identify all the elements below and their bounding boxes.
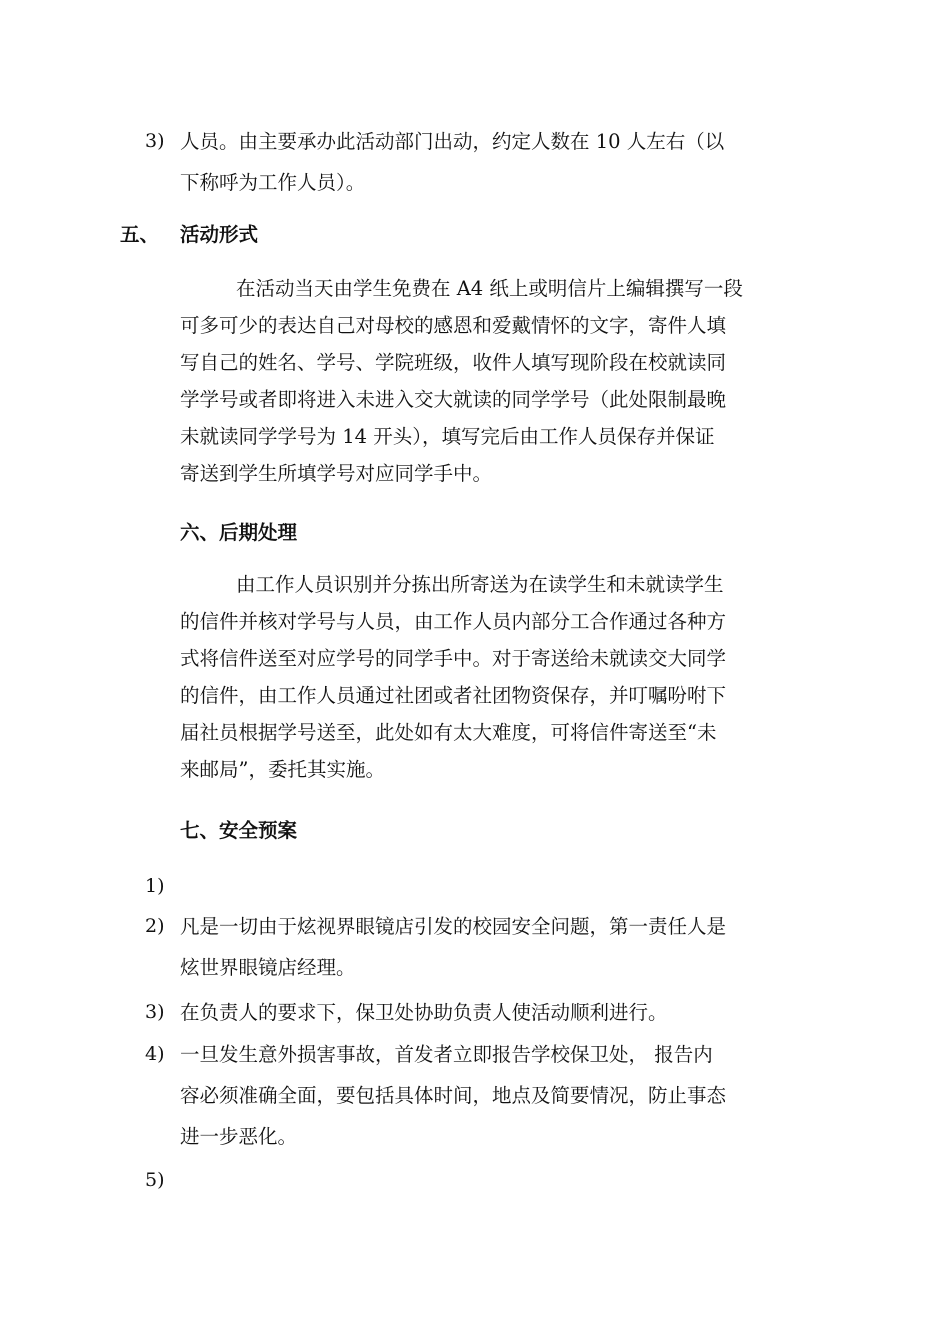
text-line: 寄送到学生所填学号对应同学手中。 (180, 462, 493, 485)
text-line: 容必须准确全面，要包括具体时间，地点及简要情况，防止事态 (180, 1084, 727, 1107)
list-number: 3) (145, 130, 165, 152)
text-line: 的信件，由工作人员通过社团或者社团物资保存，并叮嘱吩咐下 (180, 684, 727, 707)
text-line: 在负责人的要求下，保卫处协助负责人使活动顺利进行。 (180, 1001, 668, 1024)
text-line: 届社员根据学号送至，此处如有太大难度，可将信件寄送至“未 (180, 721, 717, 744)
text-line: 下称呼为工作人员）。 (180, 171, 366, 194)
text-line: 可多可少的表达自己对母校的感恩和爱戴情怀的文字，寄件人填 (180, 314, 727, 337)
section-number: 五、 (120, 223, 160, 246)
list-number: 2) (145, 915, 165, 937)
section-title: 六、后期处理 (180, 521, 298, 544)
list-number: 1) (145, 875, 165, 897)
text-line: 式将信件送至对应学号的同学手中。对于寄送给未就读交大同学 (180, 647, 727, 670)
text-line: 来邮局”，委托其实施。 (180, 758, 385, 781)
text-line: 学学号或者即将进入未进入交大就读的同学学号（此处限制最晚 (180, 388, 727, 411)
section-title: 活动形式 (180, 223, 259, 246)
text-line: 写自己的姓名、学号、学院班级，收件人填写现阶段在校就读同 (180, 351, 727, 374)
text-line: 人员。由主要承办此活动部门出动，约定人数在 10 人左右（以 (180, 130, 725, 153)
text-line: 凡是一切由于炫视界眼镜店引发的校园安全问题，第一责任人是 (180, 915, 727, 938)
list-item-text (180, 121, 820, 203)
list-number: 4) (145, 1043, 165, 1065)
text-line: 由工作人员识别并分拣出所寄送为在读学生和未就读学生 (236, 573, 724, 596)
list-item-text (180, 906, 820, 988)
text-line: 进一步恶化。 (180, 1125, 298, 1148)
text-line: 在活动当天由学生免费在 A4 纸上或明信片上编辑撰写一段 (236, 277, 743, 300)
list-number: 3) (145, 1001, 165, 1023)
text-line: 未就读同学学号为 14 开头），填写完后由工作人员保存并保证 (180, 425, 715, 448)
text-line: 一旦发生意外损害事故，首发者立即报告学校保卫处， 报告内 (180, 1043, 713, 1066)
text-line: 炫世界眼镜店经理。 (180, 956, 356, 979)
list-item-text (180, 992, 820, 1033)
list-item-text (180, 1034, 820, 1157)
section-title: 七、安全预案 (180, 819, 298, 842)
list-number: 5) (145, 1169, 165, 1191)
section-paragraph (180, 270, 820, 492)
text-line: 的信件并核对学号与人员，由工作人员内部分工合作通过各种方 (180, 610, 727, 633)
section-paragraph (180, 566, 820, 788)
